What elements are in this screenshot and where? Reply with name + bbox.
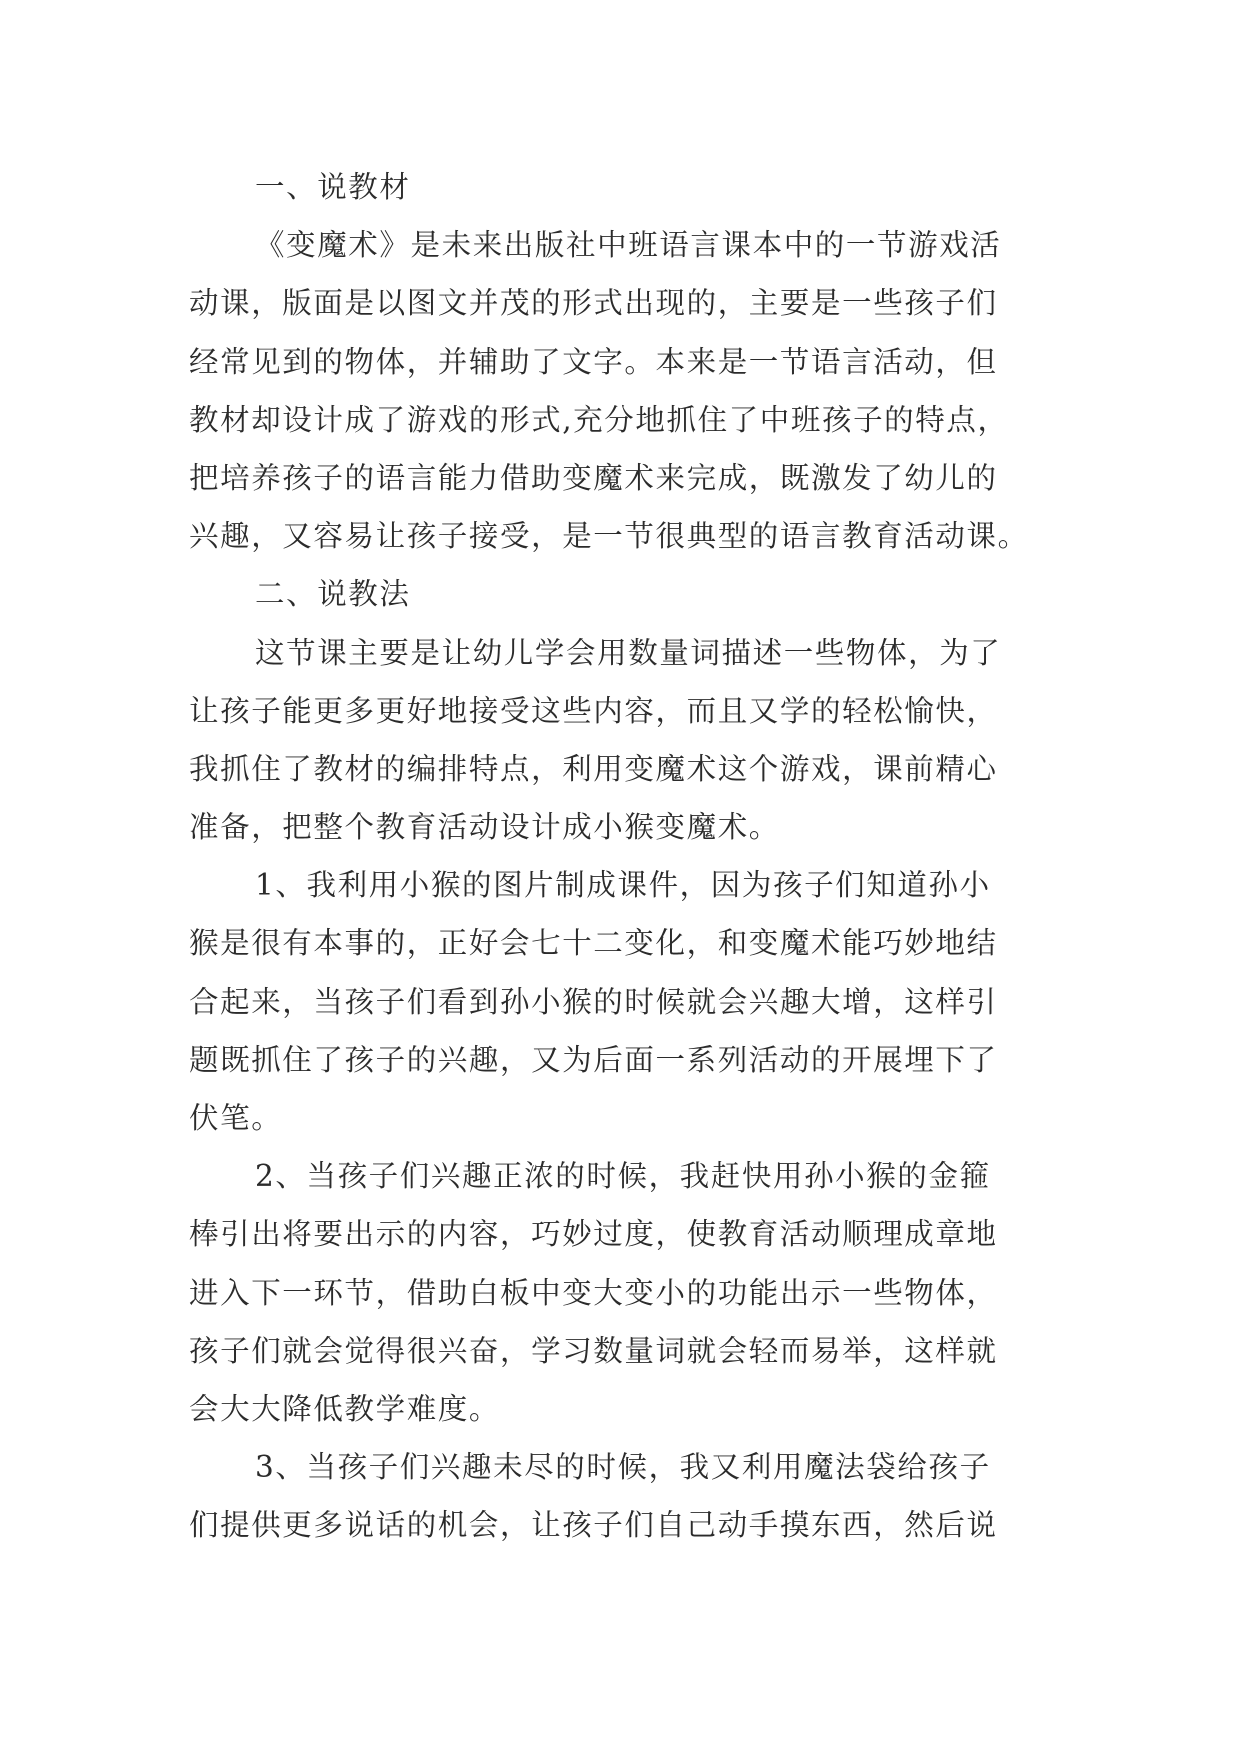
paragraph-line: 这节课主要是让幼儿学会用数量词描述一些物体，为了 [255,635,1002,670]
section-heading-teaching-method: 二、说教法 [255,577,411,612]
paragraph-line: 们提供更多说话的机会，让孩子们自己动手摸东西，然后说 [189,1508,998,1543]
paragraph-line: 伏笔。 [189,1101,283,1135]
list-item-2-line: 2、当孩子们兴趣正浓的时候，我赶快用孙小猴的金箍 [255,1159,991,1194]
paragraph-line: 会大大降低教学难度。 [189,1391,501,1426]
paragraph-line: 动课，版面是以图文并茂的形式出现的，主要是一些孩子们 [189,286,998,321]
paragraph-line: 兴趣，又容易让孩子接受，是一节很典型的语言教育活动课。 [189,519,1029,554]
paragraph-line: 《变魔术》是未来出版社中班语言课本中的一节游戏活 [255,228,1002,263]
paragraph-line: 猴是很有本事的，正好会七十二变化，和变魔术能巧妙地结 [189,926,998,961]
paragraph-line: 合起来，当孩子们看到孙小猴的时候就会兴趣大增，这样引 [189,984,998,1019]
list-item-1-line: 1、我利用小猴的图片制成课件，因为孩子们知道孙小 [255,868,991,903]
paragraph-line: 把培养孩子的语言能力借助变魔术来完成，既激发了幼儿的 [189,460,998,495]
document-body [189,158,1051,1555]
paragraph-line: 让孩子能更多更好地接受这些内容，而且又学的轻松愉快， [189,693,998,728]
paragraph-line: 进入下一环节，借助白板中变大变小的功能出示一些物体， [189,1275,998,1310]
paragraph-line: 题既抓住了孩子的兴趣，又为后面一系列活动的开展埋下了 [189,1042,998,1077]
list-item-3-line: 3、当孩子们兴趣未尽的时候，我又利用魔法袋给孩子 [255,1450,991,1485]
paragraph-line: 经常见到的物体，并辅助了文字。本来是一节语言活动，但 [189,344,998,379]
paragraph-line: 我抓住了教材的编排特点，利用变魔术这个游戏，课前精心 [189,751,998,786]
paragraph-line: 准备，把整个教育活动设计成小猴变魔术。 [189,810,780,845]
paragraph-line: 教材却设计成了游戏的形式,充分地抓住了中班孩子的特点， [189,402,1009,437]
section-heading-teaching-material: 一、说教材 [255,170,411,204]
paragraph-line: 棒引出将要出示的内容，巧妙过度，使教育活动顺理成章地 [189,1217,998,1252]
paragraph-line: 孩子们就会觉得很兴奋，学习数量词就会轻而易举，这样就 [189,1333,998,1368]
